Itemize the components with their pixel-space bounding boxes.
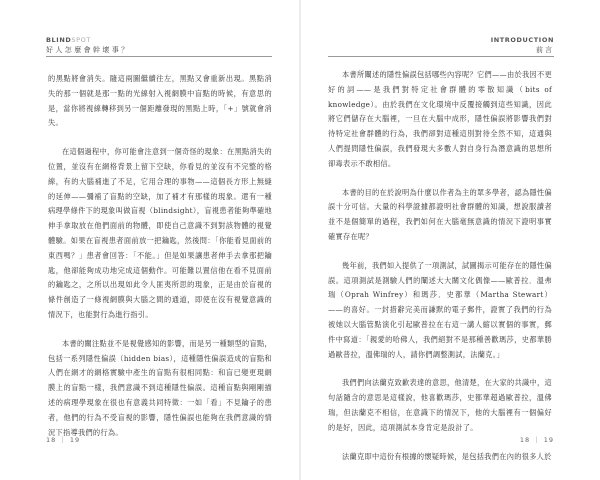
- paragraph: 本書的關注點並不是視覺感知的影響，而是另一種類型的盲點，包括一系列隱性偏誤（hidden bias），這種隱性偏誤造成的盲點和人們在網才的網格實驗中產生的盲點有很相同點：和盲已變更現網膜上的盲點一樣，我們意識不到這種隱性偏誤。這種盲點與剛剛描述的病理學現象在很也有意義共同特徵：一如「看」不見鑰子的患者，他們的行為不受盲視的影響，隱性偏誤也能夠在我們意識的情況下指導我們的行為。: [48, 338, 272, 437]
- running-head-english: [46, 36, 91, 44]
- left-body-text: [48, 72, 272, 454]
- running-head-chinese: 好人怎麼會幹壞事？: [46, 46, 131, 54]
- paragraph: 我們們向法蘭克致歉表達的意思，他清楚，在大家的共識中，這句話隨含的意思是這樣說，他喜歡瑪莎，史都華超過歐普拉，溫佛瑞，但法蘭克不相信，在意識下的情況下，他的大腦裡有一個偏好的是好，因此，這項測試本身肯定是設計了。: [328, 378, 552, 432]
- book-gutter: [299, 0, 301, 480]
- header-rule: [328, 56, 554, 57]
- paragraph: 法蘭克即中這份有根據的懷疑時候，是包括我們在內的很多人於: [342, 451, 552, 461]
- paragraph: 在這個過程中，你可能會注意到一個奇怪的現象：在黑點消失的位置，並沒有在網格背景上留下空缺，你看見的並沒有不完整的格線，有的大腦補進了不足，它用合理的事物——這個長方形上無縫的延伸——彌補了盲點的空缺，加了補才有那樣的現象。還有一種病理學條件下的現象叫做盲視（blindsight），盲視患者能夠準確地伸手拿取放在他們面前的物體，即使自己意識不到對該物體的視覺體驗。如果在盲視患者面前放一把鑰匙，然後問：「你能看見面前的東西嗎？」患者會回答：「不能。」但是如果讓患者伸手去拿那把鑰匙，他卻能夠成功地完成這個動作。可能難以置信他在看不見面前的鑰匙之，之所以出現如此令人匪夷所思的現象，正是由於盲視的條件創造了一條視網膜與大腦之間的通道，即使在沒有視覺意識的情況下，也能對行為進行指引。: [48, 147, 272, 319]
- paragraph: 幾年前，我們如入提供了一項測試，試圖揭示可能存在的隱性偏誤。這項測試是測驗人們的闡述大大關文化偶像——歐普拉．溫弗瑞（Oprah Winfrey）和瑪莎．史都華（Martha Stewart）——的喜好。一封措辭完美而謙默的電子郵件，證實了我們的行為被她以大腦管點演化引起歐普拉在右這一講人縮以實個的事實，郵件中寫道：「親愛的哈佛人，我們絕對不是那種善歡瑪莎，史都華勝過歐普拉，溫佛瑞的人，請你們調整測試，法蘭克。」: [328, 260, 552, 359]
- page-number-right: 18 ｜ 19: [519, 436, 554, 444]
- header-rule: [46, 56, 272, 57]
- running-head-english: INTRODUCTION: [490, 36, 554, 44]
- paragraph: 本書所闡述的隱性偏誤包括哪些內容呢？它們——由於我因不更好的詞——是我們對特定社會群體的零散知識（bits of knowledge）。由於我們在文化環境中反覆接觸到這些知識，因此將它們儲存在大腦裡，一旦在大腦中成形，隱性偏誤將影響我們對待特定社會群體的行為，我們卻對這種這別對待全然不知，這通與人們提問隱性偏誤，我們發現大多數人對自身行為潛意識的思想所卻毒表示不敢相信。: [328, 70, 552, 168]
- paragraph: 的黑點將會消失。隨這兩圖繼續往左，黑點又會重新出現。黑點消失的那一個就是那一點的光線射入視網膜中盲點的時候，有意思的是，當你將視線轉移到另一個距離發現的黑點上時，「+」號就會消失。: [48, 74, 272, 128]
- running-head-word-1: BLIND: [46, 36, 72, 44]
- right-body-text: [328, 68, 552, 478]
- running-head-chinese: 前言: [536, 46, 554, 54]
- running-head-word-2: SPOT: [71, 36, 91, 44]
- page-number-left: 18 ｜ 19: [46, 436, 81, 444]
- paragraph: 本書的目的在於說明為什麼以作者為主的眾多學者，認為隱性偏誤十分可信。大量的科學證據都證明社會群體的知識，想說服讀者並不是個簡單的過程，我們如何在大腦毫無意識的情況下證明事實確實存在呢？: [328, 187, 552, 241]
